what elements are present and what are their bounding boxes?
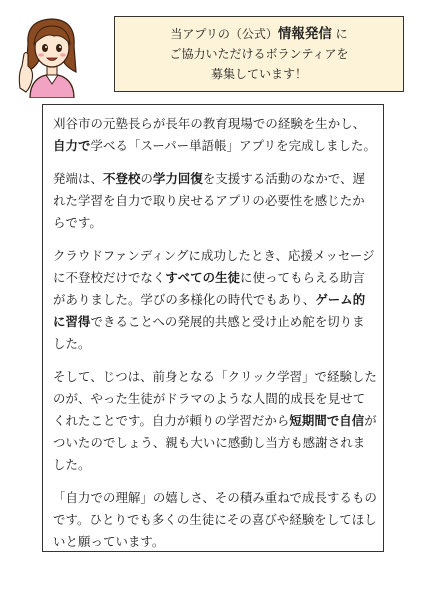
mascot-illustration [12,14,90,98]
notice-suffix: に [331,27,348,41]
bold-phrase: 不登校 [102,171,141,186]
notice-line-2: ご協力いただけるボランティアを [169,47,349,61]
paragraph [53,366,377,476]
bold-phrase: すべての生徒 [165,270,241,285]
notice-prefix: 当アプリの [170,27,230,41]
notice-line-3: 募集しています！ [210,67,307,81]
text-run: 発端は、 [53,171,103,186]
text-run: の [140,171,153,186]
text-run: 刈谷市の元塾長らが長年の教育現場での経験を生かし、 [53,116,366,131]
text-run: を支援する活動のなかで、遅れた学習を自力で取り戻せるアプリの必要性を感じたからです。 [53,171,366,230]
paragraph [53,168,377,234]
text-run: 「自力での理解」の嬉しさ、その積み重ねで成長するものです。ひとりでも多くの生徒にその喜びや経験をしてほしいと願っています。 [53,490,377,549]
paragraph [53,113,377,157]
text-run: に使ってもらえる助言がありました。学びの多様化の時代でもあり、 [53,270,366,307]
notice-line-1 [170,24,347,44]
notice-official: （公式） [229,27,278,41]
bold-phrase: ゲーム的に習得 [53,292,366,329]
text-run: クラウドファンディングに成功したとき、応援メッセージに不登校だけでなく [53,248,375,285]
text-run: 学べる「スーパー単語帳」アプリを完成しました。 [90,138,377,153]
article-body [42,104,384,552]
notice-highlight: 情報発信 [277,26,332,42]
text-run: できることへの発展的共感と受け止め舵を切りました。 [53,314,365,351]
bold-phrase: 自力で [53,138,91,153]
paragraph [53,245,377,355]
text-run: そして、じつは、前身となる「クリック学習」で経験したのが、やった生徒がドラマのような人間的成長を見せてくれたことです。自力が頼りの学習だから [53,369,378,428]
volunteer-notice [114,16,404,92]
paragraph [53,487,377,553]
bold-phrase: 学力回復 [152,171,203,186]
text-run: がついたのでしょう、親も大いに感動し当方も感謝されました。 [53,413,377,472]
bold-phrase: 短期間で自信 [289,413,365,428]
